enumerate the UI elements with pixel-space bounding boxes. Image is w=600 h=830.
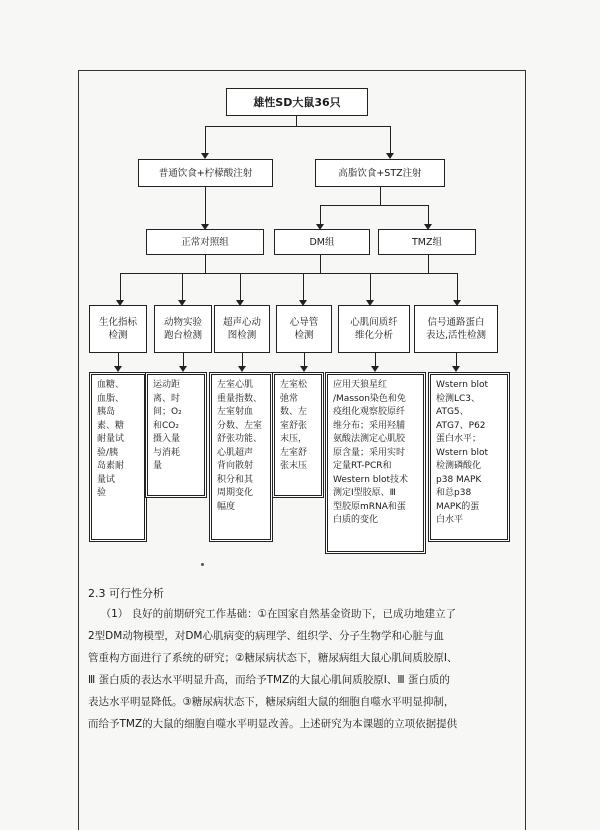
group-tmz-box <box>378 229 476 255</box>
feasibility-paragraph <box>88 603 520 735</box>
paragraph-line: 2型DM动物模型，对DM心肌病变的病理学、组织学、分子生物学和心脏与血 <box>88 630 444 642</box>
connector <box>320 205 428 206</box>
method-box-treadmill <box>154 305 212 353</box>
detail-box-fibrosis <box>325 372 426 554</box>
paragraph-line: （1） 良好的前期研究工作基础：①在国家自然基金资助下，已成功地建立了 <box>100 608 457 620</box>
paragraph-line: 而给予TMZ的大鼠的细胞自噬水平明显改善。上述研究为本课题的立项依据提供 <box>88 718 458 730</box>
method-box-catheter <box>276 305 332 353</box>
connector <box>303 273 304 301</box>
detail-text-fibrosis: 应用天狼星红 /Masson染色和免 疫组化观察胶原纤 维分布；采用羟脯 氨酸法测定心肌胶 原含量；采用实时 定量RT-PCR和 Western blot技术 测定Ⅰ型胶原、Ⅲ 型胶原mRNA和蛋 白质的变化 <box>333 380 409 525</box>
branch-highfat-box <box>315 159 445 187</box>
method-label-catheter: 心导管 检测 <box>289 317 319 341</box>
detail-box-echo <box>209 372 273 542</box>
connector <box>118 353 119 367</box>
method-label-biochem: 生化指标 检测 <box>98 317 137 341</box>
method-label-fibrosis: 心肌间质纤 维化分析 <box>350 317 398 341</box>
connector <box>380 187 381 205</box>
connector <box>456 353 457 367</box>
connector <box>242 353 243 367</box>
connector <box>296 116 297 126</box>
method-box-fibrosis <box>338 305 410 353</box>
connector <box>240 273 241 301</box>
connector <box>205 126 206 154</box>
connector <box>183 353 184 367</box>
group-control-label: 正常对照组 <box>181 236 229 248</box>
connector <box>320 205 321 225</box>
branch-normal-label: 普通饮食+柠檬酸注射 <box>158 167 253 179</box>
connector <box>182 273 183 301</box>
detail-box-signal <box>428 372 510 542</box>
detail-box-biochem <box>89 372 147 542</box>
detail-text-biochem: 血糖、 血脂、 胰岛 素、糖 耐量试 验/胰 岛素耐 量试 验 <box>97 380 125 498</box>
method-label-echo: 超声心动 图检测 <box>222 317 261 341</box>
connector <box>457 273 458 301</box>
connector <box>375 353 376 367</box>
connector <box>304 353 305 367</box>
connector <box>205 126 390 127</box>
paragraph-line: 管重构方面进行了系统的研究；②糖尿病状态下，糖尿病组大鼠心肌间质胶原Ⅰ、 <box>88 652 458 664</box>
group-control-box <box>146 229 264 255</box>
method-box-signal <box>414 305 498 353</box>
root-box <box>226 88 368 116</box>
detail-text-treadmill: 运动距 离、时 间；O₂ 和CO₂ 摄入量 与消耗 量 <box>153 380 182 471</box>
detail-text-catheter: 左室松 弛常 数、左 室舒张 末压， 左室舒 张末压 <box>280 380 308 471</box>
scan-speck <box>201 563 204 566</box>
group-tmz-label: TMZ组 <box>411 236 442 248</box>
connector <box>428 255 429 273</box>
paragraph-line: Ⅲ 蛋白质的表达水平明显升高，而给予TMZ的大鼠心肌间质胶原Ⅰ、Ⅲ 蛋白质的 <box>88 674 450 686</box>
method-label-signal: 信号通路蛋白 表达,活性检测 <box>425 317 487 341</box>
connector <box>120 273 121 301</box>
detail-box-catheter <box>272 372 324 498</box>
method-box-biochem <box>89 305 147 353</box>
connector <box>205 255 206 273</box>
connector <box>370 273 371 301</box>
connector <box>390 126 391 154</box>
paragraph-line: 表达水平明显降低。③糖尿病状态下，糖尿病组大鼠的细胞自噬水平明显抑制， <box>88 696 455 708</box>
connector <box>205 187 206 225</box>
connector <box>428 205 429 225</box>
branch-highfat-label: 高脂饮食+STZ注射 <box>338 167 422 179</box>
method-label-treadmill: 动物实验 跑台检测 <box>163 317 202 341</box>
branch-normal-box <box>138 159 273 187</box>
root-label: 雄性SD大鼠36只 <box>253 95 341 109</box>
group-dm-box <box>274 229 370 255</box>
detail-box-treadmill <box>145 372 207 498</box>
detail-text-signal: Wstern blot 检测LC3、 ATG5、 ATG7、P62 蛋白水平； Wstern blot 检测磷酸化 p38 MAPK 和总p38 MAPK的蛋 白水平 <box>436 380 489 525</box>
section-heading: 2.3 可行性分析 <box>88 587 164 600</box>
connector <box>320 255 321 273</box>
connector <box>120 273 458 274</box>
group-dm-label: DM组 <box>309 236 335 248</box>
detail-text-echo: 左室心肌 重量指数、 左室射血 分数、左室 舒张功能、 心肌超声 背向散射 积分和其 周期变化 幅度 <box>217 380 263 512</box>
method-box-echo <box>214 305 270 353</box>
